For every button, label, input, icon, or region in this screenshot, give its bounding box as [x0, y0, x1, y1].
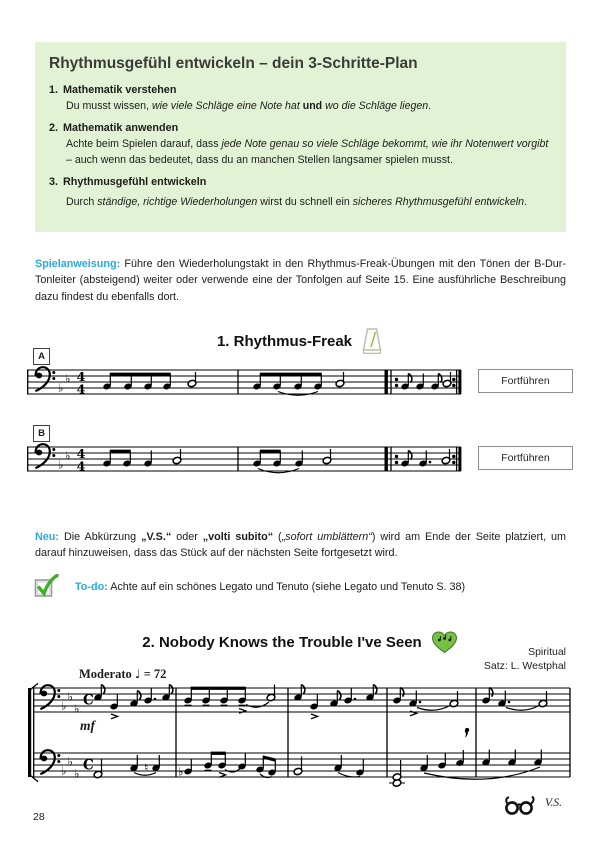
todo-text: To-do: Achte auf ein schönes Legato und Tenuto (siehe Legato und Tenuto S. 38)	[75, 581, 466, 593]
dynamic-mf: mf	[80, 718, 95, 733]
spielanweisung-paragraph	[35, 256, 566, 305]
svg-text:4: 4	[76, 381, 86, 397]
svg-text:♭: ♭	[67, 689, 73, 704]
piece1-heading	[0, 327, 600, 355]
svg-text:♮: ♮	[144, 760, 149, 775]
step-3-title: 3. Rhythmusgefühl entwickeln	[49, 176, 207, 189]
todo-item	[34, 574, 465, 600]
svg-text:♭: ♭	[74, 766, 80, 781]
neu-label: Neu:	[35, 531, 59, 543]
credit-genre: Spiritual	[528, 646, 566, 658]
spielanweisung-label: Spielanweisung:	[35, 258, 121, 270]
step-1-description: Du musst wissen, wie viele Schläge eine Note hat und wo die Schläge liegen.	[66, 100, 432, 112]
three-step-plan-box	[35, 42, 566, 232]
glasses-icon	[501, 793, 543, 819]
svg-text:♭: ♭	[58, 380, 64, 395]
step-2-title: 2. Mathematik anwenden	[49, 122, 179, 135]
step-1-number: 1.	[49, 84, 59, 96]
step-3-description: Durch ständige, richtige Wiederholungen wirst du schnell ein sicheres Rhythmusgefühl entwickeln.	[66, 196, 527, 209]
piece2-credits	[484, 646, 566, 674]
plan-step-2	[49, 122, 550, 168]
step-1-title: 1. Mathematik verstehen	[49, 84, 177, 96]
grand-staff-notation	[28, 680, 574, 796]
todo-checkbox[interactable]	[34, 574, 60, 600]
step-2-number: 2.	[49, 122, 59, 135]
svg-text:4: 4	[76, 446, 86, 461]
tempo-word: Moderato	[79, 667, 132, 681]
svg-text:♭: ♭	[65, 371, 71, 386]
svg-text:♭: ♭	[58, 457, 64, 472]
exercise-a-label: A	[33, 348, 50, 365]
plan-title: Rhythmusgefühl entwickeln – dein 3-Schritte-Plan	[49, 55, 418, 72]
staff-a-notation	[27, 362, 463, 408]
tempo-value: = 72	[143, 667, 167, 681]
quarter-note-icon: ♩	[134, 667, 141, 681]
breath-mark	[465, 728, 469, 738]
svg-text:4: 4	[76, 369, 86, 384]
credit-arranger: Satz: L. Westphal	[483, 659, 566, 672]
svg-text:C: C	[83, 692, 94, 709]
page-number: 28	[33, 811, 45, 823]
heart-icon	[431, 630, 458, 655]
svg-text:C: C	[83, 757, 94, 774]
fortfuehren-button-b[interactable]: Fortführen	[478, 446, 573, 470]
exercise-b-label: B	[33, 425, 50, 442]
neu-paragraph: Neu: Die Abkürzung „V.S.“ oder „volti subito“ („sofort umblättern“) wird am Ende der Seite platziert, um darauf hinzuweisen, dass das Stück auf der nächsten Seite fortgesetzt wird.	[35, 531, 567, 560]
spielanweisung-text: Führe den Wiederholungstakt in den Rhythmus-Freak-Übungen mit den Tönen der B-Dur-Tonleiter (absteigend) weiter oder verwende eine der Tonfolgen auf Seite 15. Eine ausführliche Beschreibung dazu findest du ebenfalls dort.	[35, 258, 567, 303]
svg-text:♭: ♭	[65, 448, 71, 463]
plan-step-1	[49, 84, 550, 114]
piece1-title: 1. Rhythmus-Freak	[216, 332, 353, 350]
svg-text:4: 4	[76, 458, 86, 474]
svg-text:♭: ♭	[67, 754, 73, 769]
todo-label: To-do:	[75, 581, 108, 593]
svg-text:♭: ♭	[74, 701, 80, 716]
step-3-number: 3.	[49, 176, 59, 189]
plan-step-3	[49, 176, 550, 210]
svg-text:♭: ♭	[61, 698, 67, 713]
step-2-description: Achte beim Spielen darauf, dass jede Note genau so viele Schläge bekommt, wie ihr Notenwert vorgibt – auch wenn das bedeutet, dass du an manchen Stellen langsamer spielen musst.	[66, 138, 549, 166]
metronome-icon	[361, 327, 383, 355]
fortfuehren-button-a[interactable]: Fortführen	[478, 369, 573, 393]
piece2-title: 2. Nobody Knows the Trouble I've Seen	[142, 634, 422, 651]
svg-text:♭: ♭	[61, 763, 67, 778]
vs-mark: V.S.	[545, 797, 563, 809]
staff-b-notation	[27, 439, 463, 485]
svg-text:♭: ♭	[178, 764, 184, 779]
